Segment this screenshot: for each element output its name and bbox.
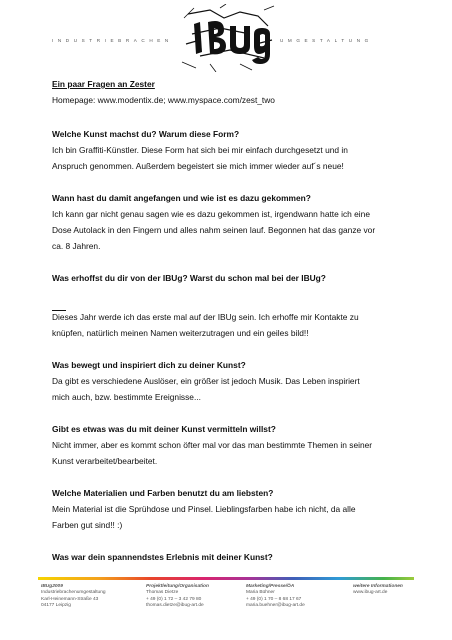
question-1: Welche Kunst machst du? Warum diese Form?	[52, 129, 240, 139]
footer-col-info	[353, 584, 403, 597]
footer-line: Maria Bühner	[246, 590, 275, 596]
answer-1	[52, 142, 402, 174]
footer-col-marketing	[246, 584, 305, 610]
footer-line: + 49 (0) 1 70 – 8 68 17 67	[246, 596, 302, 602]
interview-body	[52, 76, 402, 565]
answer-line: Mein Material ist die Sprühdose und Pinsel. Lieblingsfarben habe ich nicht, da alle	[52, 504, 356, 514]
answer-line: Farben gut sind!! :)	[52, 520, 123, 530]
answer-line: knüpfen, natürlich meinen Namen weiterzutragen und ein geiles bild!!	[52, 328, 309, 338]
ibug-logo-icon	[180, 4, 276, 72]
answer-line: Dose Autolack in den Fingern und alles nahm seinen lauf. Begonnen hat das ganze vor	[52, 225, 376, 235]
question-7: Was war dein spannendstes Erlebnis mit deiner Kunst?	[52, 552, 273, 562]
footer-line: 04177 Leipzig	[41, 603, 71, 609]
answer-2	[52, 206, 402, 254]
footer-heading: Projektleitung/Organisation	[146, 584, 209, 589]
answer-line: Kunst verarbeitet/bearbeitet.	[52, 456, 158, 466]
answer-5	[52, 437, 402, 469]
footer-line: Karl-Heinemann-Straße 43	[41, 596, 99, 602]
spacer	[52, 286, 402, 304]
answer-line: mich auch, bzw. bestimmte Ereignisse...	[52, 392, 201, 402]
answer-line: Da gibt es verschiedene Auslöser, ein größer ist jedoch Musik. Das Leben inspiriert	[52, 376, 360, 386]
answer-3	[52, 309, 402, 341]
footer-col-project-lead	[146, 584, 209, 610]
header-tagline-right: UMGESTALTUNG	[280, 38, 373, 43]
answer-line: Nicht immer, aber es kommt schon öfter mal vor das man bestimmte Themen in seiner	[52, 440, 373, 450]
answer-line: Dieses Jahr werde ich das erste mal auf der IBUg sein. Ich erhoffe mir Kontakte zu	[52, 312, 359, 322]
answer-line: Ich kann gar nicht genau sagen wie es dazu gekommen ist, irgendwann hatte ich eine	[52, 209, 370, 219]
answer-6	[52, 501, 402, 533]
footer-heading: IBUg2009	[41, 584, 63, 589]
answer-4	[52, 373, 402, 405]
footer-link[interactable]: www.ibug-art.de	[353, 590, 388, 596]
question-3: Was erhoffst du dir von der IBUg? Warst du schon mal bei der IBUg?	[52, 273, 326, 283]
page-header	[0, 0, 452, 72]
header-tagline-left: INDUSTRIEBRACHEN	[52, 38, 173, 43]
answer-line: Anspruch genommen. Außerdem begeistert sie mich immer wieder auf´s neue!	[52, 161, 344, 171]
footer-heading: weitere Informationen	[353, 584, 403, 589]
footer-line: thomas.dietze@ibug-art.de	[146, 603, 204, 609]
footer-line: Thomas Dietze	[146, 590, 179, 596]
homepage-line: Homepage: www.modentix.de; www.myspace.com/zest_two	[52, 95, 275, 105]
footer-color-bar	[38, 577, 414, 580]
question-2: Wann hast du damit angefangen und wie ist es dazu gekommen?	[52, 193, 311, 203]
question-5: Gibt es etwas was du mit deiner Kunst vermitteln willst?	[52, 424, 276, 434]
interview-title: Ein paar Fragen an Zester	[52, 79, 155, 89]
answer-line: Ich bin Graffiti-Künstler. Diese Form hat sich bei mir einfach durchgesetzt und in	[52, 145, 348, 155]
question-6: Welche Materialien und Farben benutzt du am liebsten?	[52, 488, 274, 498]
footer-line: + 49 (0) 1 72 – 3 42 79 80	[146, 596, 202, 602]
footer-col-address	[41, 584, 106, 610]
footer-line: Industriebrachenumgestaltung	[41, 590, 106, 596]
footer-line: maria.buehner@ibug-art.de	[246, 603, 305, 609]
footer-heading: Marketing/Presse/ÖA	[246, 584, 295, 589]
answer-line: ca. 8 Jahren.	[52, 241, 101, 251]
question-4: Was bewegt und inspiriert dich zu deiner Kunst?	[52, 360, 246, 370]
